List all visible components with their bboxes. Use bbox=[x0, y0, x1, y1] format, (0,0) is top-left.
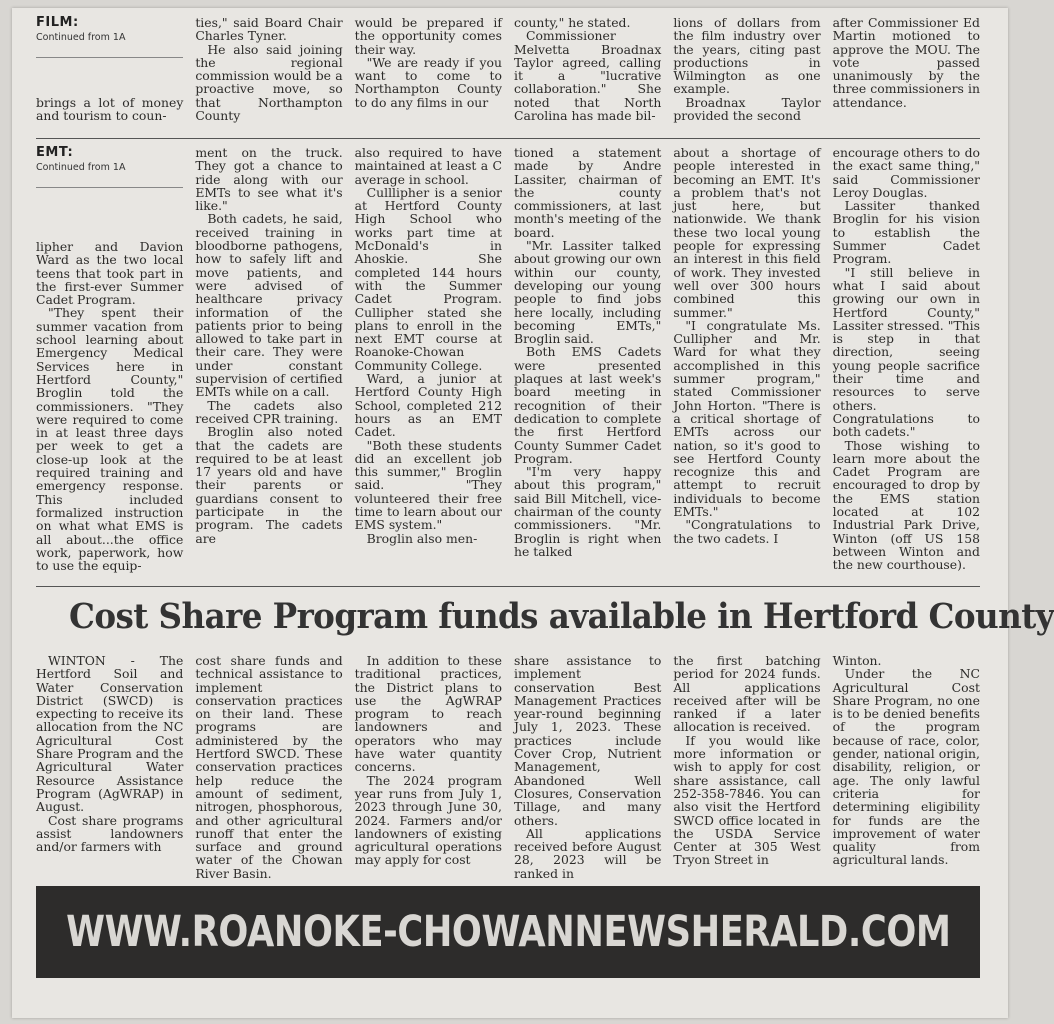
emt-paragraph: Both cadets, he said, received training in bloodborne pathogens, how to safely lift and move patients, and were advised of healthcare privacy information of the patients prior to being allowed to take part in their care. They were under constant supervision of certified EMTs while on a call. bbox=[195, 211, 343, 400]
emt-paragraph: also required to have maintained at least a C average in school. bbox=[354, 145, 502, 187]
film-column-4 bbox=[514, 16, 661, 134]
cost-share-paragraph: share assistance to implement conservation Best Management Practices year-round beginning July 1, 2023. These practices include Cover Crop, Nutrient Management, Abandoned Well Closures, Conservation Tillage, and many others. bbox=[513, 653, 662, 828]
cost-share-paragraph: Under the NC Agricultural Cost Share Program, no one is to be denied benefits of the program because of race, color, gender, national origin, disability, religion, or age. The only lawful criteria for determining eligibility for funds are the improvement of water quality from agricultural lands. bbox=[832, 666, 980, 868]
emt-paragraph: "Both these students did an excellent job this summer," Broglin said. "They volunteered their free time to learn about our EMS system." bbox=[354, 437, 502, 533]
emt-paragraph: "I congratulate Ms. Cullipher and Mr. Ward for what they accomplished in this summer program," stated Commissioner John Horton. "There is a critical shortage of EMTs across our nation, so it's good to see Hertford County recognize this and attempt to recruit individuals to become EMTs." bbox=[673, 317, 821, 520]
cost-share-column-3 bbox=[355, 654, 502, 868]
cost-share-paragraph: The 2024 program year runs from July 1, 2023 through June 30, 2024. Farmers and/or landowners of existing agricultural operations may apply for cost bbox=[354, 772, 502, 868]
emt-column-6 bbox=[833, 146, 980, 578]
film-paragraph: He also said joining the regional commission would be a proactive move, so that Northampton County bbox=[195, 41, 343, 124]
film-column-3 bbox=[355, 16, 502, 134]
emt-paragraph: "I'm very happy about this program," said Bill Mitchell, vice-chairman of the county commissioners. "Mr. Broglin is right when he talked bbox=[513, 464, 662, 559]
emt-paragraph: "I still believe in what I said about growing our own in Hertford County," Lassiter stressed. "This is step in that direction, seeing young people sacrifice their time and resources to serve others. Congratulations to both cadets." bbox=[832, 264, 980, 440]
emt-paragraph: about a shortage of people interested in becoming an EMT. It's a problem that's not just here, but nationwide. We thank these two local young people for expressing an interest in this field of work. They invested well over 300 hours combined this summer." bbox=[673, 145, 821, 320]
cost-share-paragraph: WINTON - The Hertford Soil and Water Conservation District (SWCD) is expecting to receive its allocation from the NC Agricultural Cost Share Program and the Agricultural Water Resource Assistance Program (AgWRAP) in August. bbox=[36, 653, 184, 815]
film-paragraph: "We are ready if you want to come to Northampton County to do any films in our bbox=[354, 54, 502, 110]
cost-share-column-6 bbox=[833, 654, 980, 868]
cost-share-paragraph: Winton. bbox=[832, 653, 882, 668]
film-kicker: FILM: bbox=[36, 15, 79, 30]
cost-share-column-1 bbox=[36, 654, 183, 868]
emt-paragraph: Broglin also men- bbox=[366, 530, 478, 546]
film-paragraph: county," he stated. bbox=[513, 15, 631, 30]
emt-column-4 bbox=[514, 146, 661, 578]
website-banner[interactable] bbox=[36, 886, 980, 978]
cost-share-paragraph: In addition to these traditional practices, the District plans to use the AgWRAP program to reach landowners and operators who may have water quantity concerns. bbox=[354, 653, 502, 775]
emt-paragraph: lipher and Davion Ward as the two local teens that took part in the first-ever Summer Cadet Program. bbox=[36, 239, 184, 308]
emt-paragraph: encourage others to do the exact same thing," said Commissioner Leroy Douglas. bbox=[832, 145, 980, 200]
film-column-6 bbox=[833, 16, 980, 134]
cost-share-paragraph: Cost share programs assist landowners and/or farmers with bbox=[36, 812, 184, 855]
emt-paragraph: "They spent their summer vacation from school learning about Emergency Medical Services here in Hertford County," Broglin told the commissioners. "They were required to come in at least three days per week to get a close-up look at the required training and emergency response. This included formalized instruction on what what EMS is all about...the office work, paperwork, how to use the equip- bbox=[36, 305, 184, 574]
film-column-5 bbox=[673, 16, 820, 134]
film-paragraph: Commissioner Melvetta Broadnax Taylor agreed, calling it a "lucrative collaboration." She noted that North Carolina has made bil- bbox=[513, 28, 662, 124]
film-continued-label: Continued from 1A bbox=[36, 31, 183, 57]
website-url[interactable]: WWW.ROANOKE-CHOWANNEWSHERALD.COM bbox=[65, 907, 951, 957]
emt-paragraph: The cadets also received CPR training. bbox=[195, 397, 343, 426]
emt-continued-label: Continued from 1A bbox=[36, 161, 183, 187]
cost-share-paragraph: If you would like more information or wish to apply for cost share assistance, call 252-358-7846. You can also visit the Hertford SWCD office located in the USDA Service Center at 305 West Tryon Street in bbox=[673, 732, 821, 868]
film-column-2 bbox=[195, 16, 342, 134]
emt-column-5 bbox=[673, 146, 820, 578]
emt-column-3 bbox=[355, 146, 502, 578]
film-column-1 bbox=[36, 16, 183, 134]
emt-paragraph: "Congratulations to the two cadets. I bbox=[673, 517, 821, 546]
emt-paragraph: tioned a statement made by Andre Lassiter, chairman of the county commissioners, at last month's meeting of the board. bbox=[513, 145, 662, 240]
film-article bbox=[36, 16, 980, 134]
cost-share-paragraph: the first batching period for 2024 funds. All applications received after will be ranked if a later allocation is received. bbox=[673, 653, 821, 735]
cost-share-column-4 bbox=[513, 653, 662, 881]
emt-article bbox=[36, 146, 980, 578]
cost-share-column-5 bbox=[673, 654, 820, 868]
emt-paragraph: ment on the truck. They got a chance to ride along with our EMTs to see what it's like." bbox=[195, 145, 343, 214]
cost-share-article bbox=[36, 653, 980, 881]
film-paragraph: brings a lot of money and tourism to coun- bbox=[36, 95, 184, 124]
article-headline: Cost Share Program funds available in Hertford County bbox=[69, 596, 1054, 637]
film-paragraph: Broadnax Taylor provided the second bbox=[673, 94, 821, 124]
cost-share-paragraph: cost share funds and technical assistance to implement conservation practices on their land. These programs are administered by the Hertford SWCD. These conservation practices help reduce the amount of sediment, nitrogen, phosphorous, and other agricultural runoff that enter the surface and ground water of the Chowan River Basin. bbox=[195, 653, 343, 881]
emt-paragraph: Ward, a junior at Hertford County High School, completed 212 hours as an EMT Cadet. bbox=[354, 371, 502, 440]
emt-paragraph: Both EMS Cadets were presented plaques at last week's board meeting in recognition of their dedication to complete the first Hertford County Summer Cadet Program. bbox=[513, 344, 662, 466]
emt-column-2 bbox=[195, 146, 342, 578]
cost-share-paragraph: All applications received before August 28, 2023 will be ranked in bbox=[513, 825, 662, 881]
emt-column-1 bbox=[36, 146, 183, 578]
film-paragraph: ties," said Board Chair Charles Tyner. bbox=[195, 15, 343, 44]
cost-share-column-2 bbox=[195, 653, 343, 881]
emt-paragraph: Those wishing to learn more about the Cadet Program are encouraged to drop by the EMS station located at 102 Industrial Park Drive, Winton (off US 158 between Winton and the new courthouse). bbox=[832, 437, 980, 573]
emt-paragraph: Lassiter thanked Broglin for his vision to establish the Summer Cadet Program. bbox=[832, 198, 980, 267]
section-divider bbox=[36, 138, 980, 139]
film-paragraph: would be prepared if the opportunity comes their way. bbox=[354, 15, 502, 57]
emt-paragraph: Culllipher is a senior at Hertford County High School who works part time at McDonald's in Ahoskie. She completed 144 hours with the Summer Cadet Program. Cullipher stated she plans to enroll in the next EMT course at Roanoke-Chowan Community College. bbox=[354, 184, 502, 373]
emt-kicker: EMT: bbox=[36, 145, 74, 160]
emt-paragraph: "Mr. Lassiter talked about growing our own within our county, developing our young people to find jobs here locally, including becoming EMTs," Broglin said. bbox=[513, 238, 662, 347]
emt-paragraph: Broglin also noted that the cadets are required to be at least 17 years old and have their parents or guardians consent to participate in the program. The cadets are bbox=[195, 424, 343, 546]
section-divider bbox=[36, 586, 980, 587]
film-paragraph: lions of dollars from the film industry over the years, citing past productions in Wilmington as one example. bbox=[673, 15, 821, 97]
film-paragraph: after Commissioner Ed Martin motioned to approve the MOU. The vote passed unanimously by the three commissioners in attendance. bbox=[832, 15, 980, 110]
